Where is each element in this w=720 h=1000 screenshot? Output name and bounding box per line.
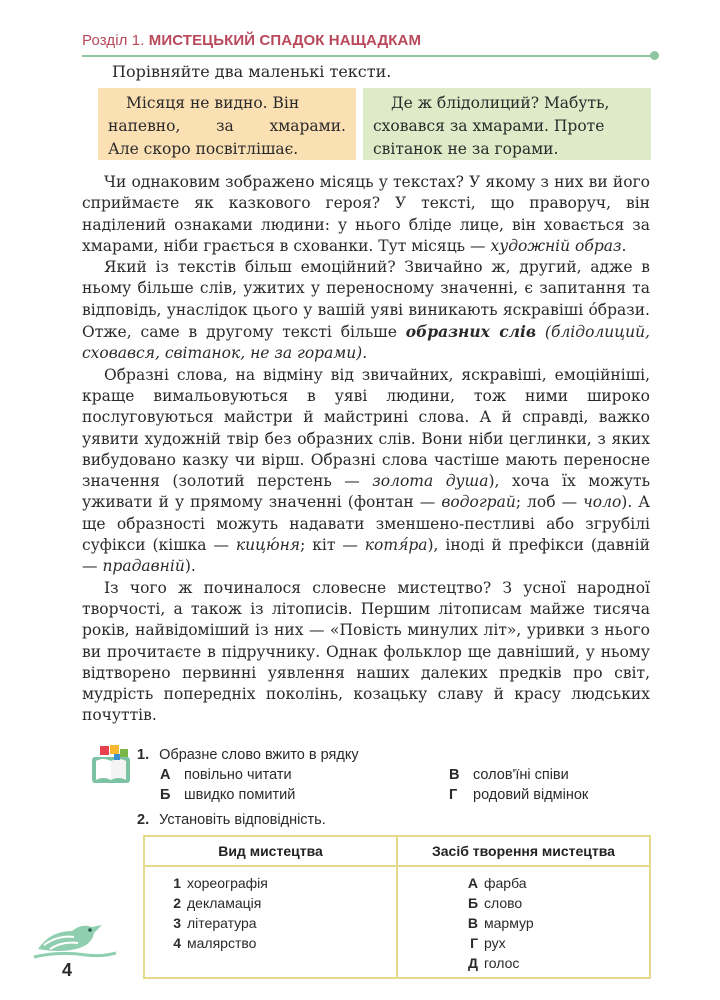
paragraph-1 (82, 172, 650, 257)
right-item-letter: А (467, 875, 478, 891)
option-a[interactable] (160, 767, 292, 783)
example-italic: чоло (583, 493, 622, 512)
question-1-number: 1. (137, 747, 150, 763)
text-box-left (98, 88, 356, 160)
left-item-number: 2 (173, 895, 181, 911)
right-item-letter: В (467, 915, 478, 931)
running-header (82, 32, 642, 49)
left-item-text: хореографія (187, 875, 268, 891)
box-right-line: світанок не за горами. (373, 140, 559, 158)
box-right-line: Де ж блідолиций? Мабуть, (391, 94, 610, 112)
box-left-line: Але скоро посвітлішає. (108, 140, 299, 158)
left-item-text: література (187, 915, 257, 931)
p2-text: Який із текстів більш емоційний? Звичайно ж, другий, адже в ньому більше слів, ужитих у переносному значенні, є запитання та відповідь, унаслідок цього у вашій уяві виникають яскравіші о́брази. Отже, саме в другому тексті більше (82, 258, 650, 342)
bird-ornament-icon (30, 905, 120, 965)
term-artistic-image: художній образ (490, 236, 622, 255)
option-text: швидко помитий (184, 787, 296, 803)
box-right-line: сховався за хмарами. Проте (373, 117, 605, 135)
left-item-text: декламація (187, 895, 262, 911)
left-item-number: 3 (173, 915, 181, 931)
p1-text: Чи однаковим зображено місяць у текстах? У якому з них ви його сприймаєте як казкового героя? У тексті, що праворуч, він наділений ознаками людини: у нього бліде лице, він ховається за хмарами, ніби грається в схованки. Тут місяць — (82, 173, 650, 255)
right-item (460, 873, 649, 893)
p2-end: . (362, 344, 368, 363)
paragraph-4: Із чого ж починалося словесне мистецтво? З усної народної творчості, а також із літописів. Першим літописам майже тисяча років, найвідоміший із них — «Повість минулих літ», уривки з нього ви прочитаєте в підручнику. Однак фольклор ще давніший, у ньому відтворено первинні уявлення наших далеких предків про світ, мудрість попередніх поколінь, козацьку славу й красу людських почуттів. (82, 578, 650, 725)
left-item-number: 1 (173, 875, 181, 891)
option-v[interactable] (449, 767, 569, 783)
right-item (460, 953, 649, 973)
right-item-letter: Г (470, 935, 478, 951)
left-item-text: малярство (187, 935, 257, 951)
intro-text: Порівняйте два маленькі тексти. (112, 62, 392, 81)
example-italic: кицю́ня (235, 536, 301, 555)
option-text: повільно читати (184, 767, 292, 783)
section-title: МИСТЕЦЬКИЙ СПАДОК НАЩАДКАМ (148, 32, 422, 49)
p3-text: ). (184, 557, 196, 576)
p3-text: ), іноді й префікси (давній — (82, 536, 650, 576)
option-letter: В (449, 767, 460, 783)
question-2 (137, 812, 326, 828)
left-item (163, 933, 396, 953)
exercise-book-icon (90, 743, 132, 785)
matching-table (143, 835, 651, 979)
section-label: Розділ 1. (82, 32, 145, 49)
header-dot (650, 51, 659, 60)
option-g[interactable] (449, 787, 588, 803)
right-item (460, 933, 649, 953)
box-left-line: Місяця не видно. Він (126, 94, 300, 112)
option-text: родовий відмінок (473, 787, 589, 803)
p3-text: ; лоб — (515, 493, 584, 512)
p3-text: ). А ще образності можуть надавати зменшено-пестливі або згрубілі суфікси (кішка — (82, 493, 651, 555)
right-item-text: голос (484, 955, 520, 971)
p2-examples: (блідолиций, сховався, світанок, не за горами) (82, 323, 650, 363)
example-italic: золота душа (372, 472, 489, 491)
p3-text: ), хоча їх можуть уживати й у прямому значенні (фонтан — (82, 472, 651, 512)
paragraph-2 (82, 257, 650, 364)
option-letter: Г (449, 787, 458, 803)
term-figurative-words: образних слів (405, 322, 537, 342)
left-item (163, 873, 396, 893)
left-item (163, 913, 396, 933)
column-header-art-means: Засіб творення мистецтва (397, 836, 650, 866)
body-text (82, 172, 650, 727)
p3-text: Образні слова, на відміну від звичайних, яскравіші, емоційніші, краще вимальовуються в уяві людини, тож ними широко послуговуються майстри й майстрині слова. А й справді, важко уявити художній твір без образних слів. Вони ніби цеглинки, з яких вибудовано казку чи вірш. Образні слова частіше мають переносне значення (золотий перстень — (82, 365, 650, 491)
p1-end: . (621, 236, 627, 255)
question-2-number: 2. (137, 812, 150, 828)
paragraph-3 (82, 365, 650, 578)
option-b[interactable] (160, 787, 295, 803)
left-column (144, 866, 397, 978)
right-item-text: мармур (484, 915, 534, 931)
right-item (460, 913, 649, 933)
example-italic: котя́ра (364, 536, 428, 555)
question-2-text: Установіть відповідність. (159, 812, 326, 828)
left-item (163, 893, 396, 913)
box-left-line: напевно, за хмарами. (108, 117, 346, 135)
option-text: солов'їні співи (473, 767, 569, 783)
example-italic: водограй (441, 493, 516, 512)
header-rule (82, 55, 654, 57)
option-letter: А (160, 767, 171, 783)
left-item-number: 4 (173, 935, 181, 951)
question-1-text: Образне слово вжито в рядку (159, 747, 359, 763)
right-item-text: слово (484, 895, 523, 911)
right-item (460, 893, 649, 913)
example-italic: прадавній (102, 557, 185, 576)
column-header-art-type: Вид мистецтва (144, 836, 397, 866)
option-letter: Б (160, 787, 171, 803)
right-column (397, 866, 650, 978)
right-item-letter: Д (468, 955, 478, 971)
page-number: 4 (62, 960, 73, 980)
p3-text: ; кіт — (300, 536, 365, 555)
right-item-letter: Б (467, 895, 478, 911)
right-item-text: рух (484, 935, 506, 951)
text-box-right (363, 88, 651, 160)
right-item-text: фарба (484, 875, 527, 891)
question-1 (137, 747, 359, 763)
